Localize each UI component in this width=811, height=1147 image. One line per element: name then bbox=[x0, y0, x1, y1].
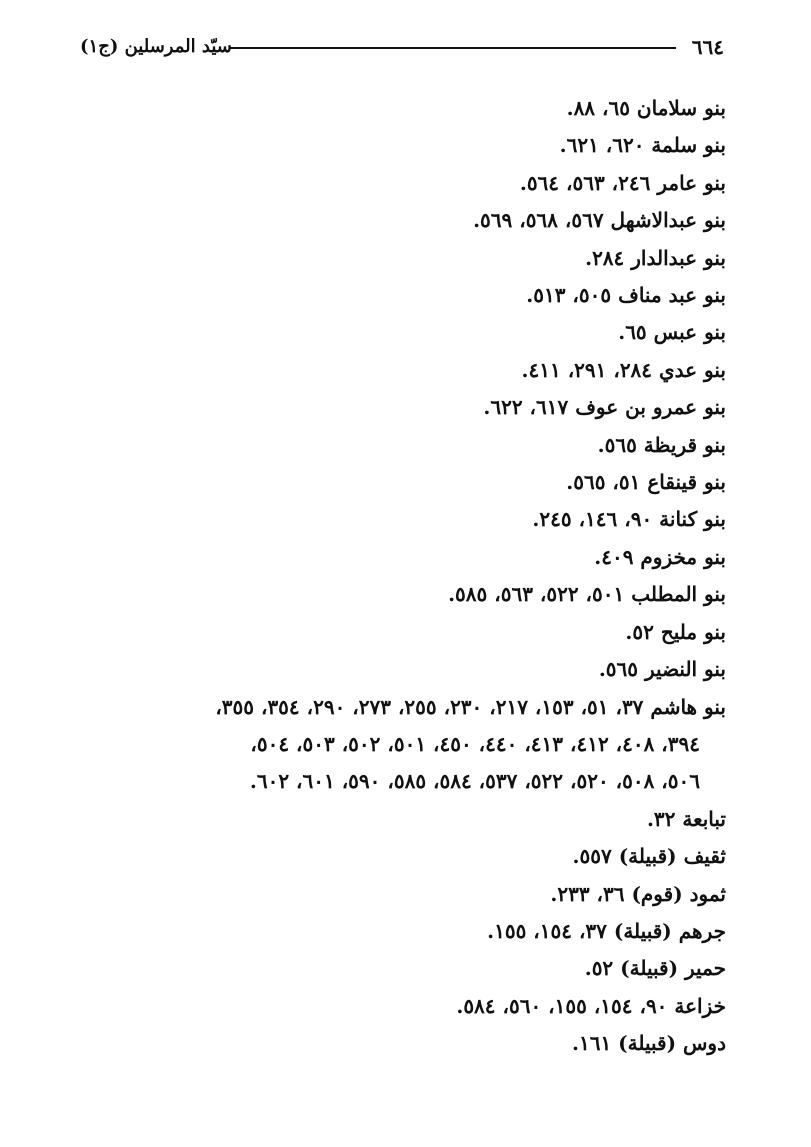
index-entry: خزاعة ٩٠، ١٥٤، ١٥٥، ٥٦٠، ٥٨٤. bbox=[456, 993, 726, 1018]
index-entry: بنو المطلب ٥٠١، ٥٢٢، ٥٦٣، ٥٨٥. bbox=[448, 582, 726, 607]
index-entries bbox=[80, 90, 726, 1063]
index-entry: جرهم (قبيلة) ٣٧، ١٥٤، ١٥٥. bbox=[487, 918, 726, 943]
index-entry: دوس (قبيلة) ١٦١. bbox=[571, 1031, 726, 1056]
page-number: ٦٦٤ bbox=[691, 35, 724, 59]
index-entry: بنو قينقاع ٥١، ٥٦٥. bbox=[566, 470, 726, 495]
running-title: سيّد المرسلين (ج١) bbox=[80, 36, 232, 57]
index-entry: ثمود (قوم) ٣٦، ٢٣٣. bbox=[550, 881, 726, 906]
hashim-line-1: بنو هاشم ٣٧، ٥١، ١٥٣، ٢١٧، ٢٣٠، ٢٥٥، ٢٧٣، ٢٩٠، ٣٥٤، ٣٥٥، bbox=[215, 694, 726, 719]
index-entry: ثقيف (قبيلة) ٥٥٧. bbox=[572, 844, 726, 869]
hashim-line-3: ٥٠٦، ٥٠٨، ٥٢٠، ٥٢٢، ٥٣٧، ٥٨٤، ٥٨٥، ٥٩٠، ٦٠١، ٦٠٢. bbox=[249, 769, 700, 794]
index-entry: بنو مليح ٥٢. bbox=[625, 619, 726, 644]
index-entry: بنو عدي ٢٨٤، ٢٩١، ٤١١. bbox=[521, 357, 726, 382]
hashim-line-2: ٣٩٤، ٤٠٨، ٤١٢، ٤١٣، ٤٤٠، ٤٥٠، ٥٠١، ٥٠٢، ٥٠٣، ٥٠٤، bbox=[250, 731, 700, 756]
index-entry: بنو سلامان ٦٥، ٨٨. bbox=[566, 96, 726, 120]
index-entry: بنو سلمة ٦٢٠، ٦٢١. bbox=[559, 133, 726, 158]
index-entry: بنو قريظة ٥٦٥. bbox=[597, 432, 726, 457]
index-entry: تبابعة ٣٢. bbox=[646, 806, 726, 831]
index-entry: بنو عبدالاشهل ٥٦٧، ٥٦٨، ٥٦٩. bbox=[473, 208, 726, 233]
index-entry: بنو مخزوم ٤٠٩. bbox=[594, 544, 726, 569]
page-header bbox=[80, 34, 724, 60]
index-entry: حمير (قبيلة) ٥٢. bbox=[584, 956, 726, 981]
index-entry: بنو النضير ٥٦٥. bbox=[598, 657, 726, 682]
index-entry: بنو عبس ٦٥. bbox=[618, 320, 726, 345]
header-rule bbox=[230, 47, 676, 49]
index-entry-hashim bbox=[80, 689, 726, 801]
index-entry: بنو عبدالدار ٢٨٤. bbox=[585, 245, 726, 270]
index-entry: بنو كنانة ٩٠، ١٤٦، ٢٤٥. bbox=[532, 507, 726, 532]
index-entry: بنو عمرو بن عوف ٦١٧، ٦٢٢. bbox=[483, 395, 726, 420]
index-entry: بنو عامر ٢٤٦، ٥٦٣، ٥٦٤. bbox=[519, 170, 726, 195]
index-entry: بنو عبد مناف ٥٠٥، ٥١٣. bbox=[526, 283, 726, 308]
